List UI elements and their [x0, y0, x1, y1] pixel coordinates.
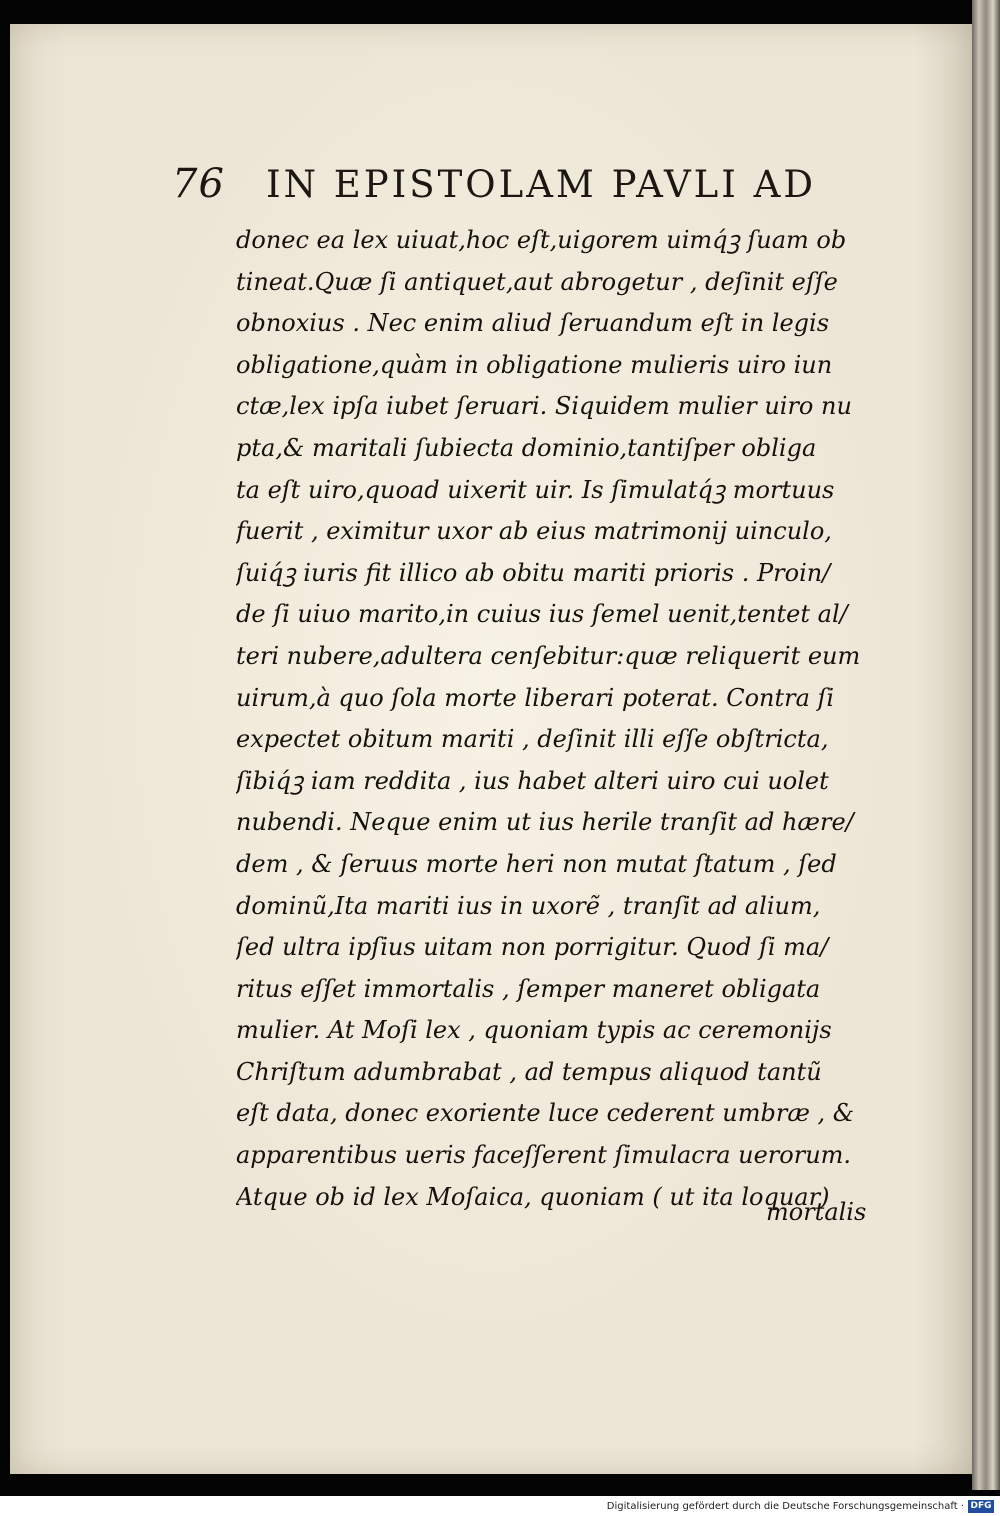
- text-line: tineat.Quæ ſi antiquet,aut abrogetur , deſinit eſſe: [236, 267, 838, 296]
- text-line: ta eſt uiro,quoad uixerit uir. Is ſimulatq́ꝫ mortuus: [236, 475, 835, 504]
- running-head: IN EPISTOLAM PAVLI AD: [266, 163, 816, 206]
- text-line: teri nubere,adultera cenſebitur:quæ reliquerit eum: [236, 641, 861, 670]
- text-line: ſibiq́ꝫ iam reddita , ius habet alteri uiro cui uolet: [236, 766, 829, 795]
- text-line: ritus eſſet immortalis , ſemper maneret obligata: [236, 974, 821, 1003]
- text-line: dem , & ſeruus morte heri non mutat ſtatum , ſed: [236, 849, 837, 878]
- body-text: [236, 220, 896, 1218]
- text-line: eſt data, donec exoriente luce cederent umbræ , &: [236, 1099, 855, 1128]
- page-header: [172, 160, 892, 208]
- text-line: uirum,à quo ſola morte liberari poterat. Contra ſi: [236, 683, 835, 712]
- catchword: mortalis: [766, 1198, 867, 1226]
- text-line: donec ea lex uiuat,hoc eſt,uigorem uimq́ꝫ ſuam ob: [236, 226, 847, 254]
- funding-credit: Digitalisierung gefördert durch die Deutsche Forschungsgemeinschaft ·: [606, 1501, 964, 1512]
- text-line: ſuiq́ꝫ iuris fit illico ab obitu mariti prioris . Proin/: [236, 558, 831, 587]
- text-line: obligatione,quàm in obligatione mulieris uiro iun: [236, 350, 833, 379]
- text-line: de ſi uiuo marito,in cuius ius ſemel uenit,tentet al/: [236, 600, 848, 629]
- text-line: Chriſtum adumbrabat , ad tempus aliquod tantũ: [236, 1057, 822, 1086]
- text-line: apparentibus ueris faceſſerent ſimulacra uerorum.: [236, 1141, 852, 1170]
- text-line: ſed ultra ipſius uitam non porrigitur. Quod ſi ma/: [236, 933, 829, 962]
- text-line: fuerit , eximitur uxor ab eius matrimonij uinculo,: [236, 517, 832, 546]
- text-line: dominũ,Ita mariti ius in uxorẽ , tranſit ad alium,: [236, 891, 821, 920]
- text-line: nubendi. Neque enim ut ius herile tranſit ad hære/: [236, 808, 854, 837]
- page-number: 76: [172, 161, 225, 207]
- text-line: obnoxius . Nec enim aliud ſeruandum eſt in legis: [236, 309, 830, 338]
- book-page-edges: [972, 0, 1000, 1490]
- text-line: ctæ,lex ipſa iubet ſeruari. Siquidem mulier uiro nu: [236, 392, 852, 421]
- text-line: Atque ob id lex Moſaica, quoniam ( ut ita loquar): [236, 1182, 830, 1211]
- text-line: expectet obitum mariti , deſinit illi eſſe obſtricta,: [236, 725, 829, 754]
- text-line: mulier. At Moſi lex , quoniam typis ac ceremonijs: [236, 1016, 832, 1045]
- dfg-logo-icon: DFG: [968, 1500, 994, 1513]
- text-line: pta,& maritali ſubiecta dominio,tantiſper obliga: [236, 433, 817, 462]
